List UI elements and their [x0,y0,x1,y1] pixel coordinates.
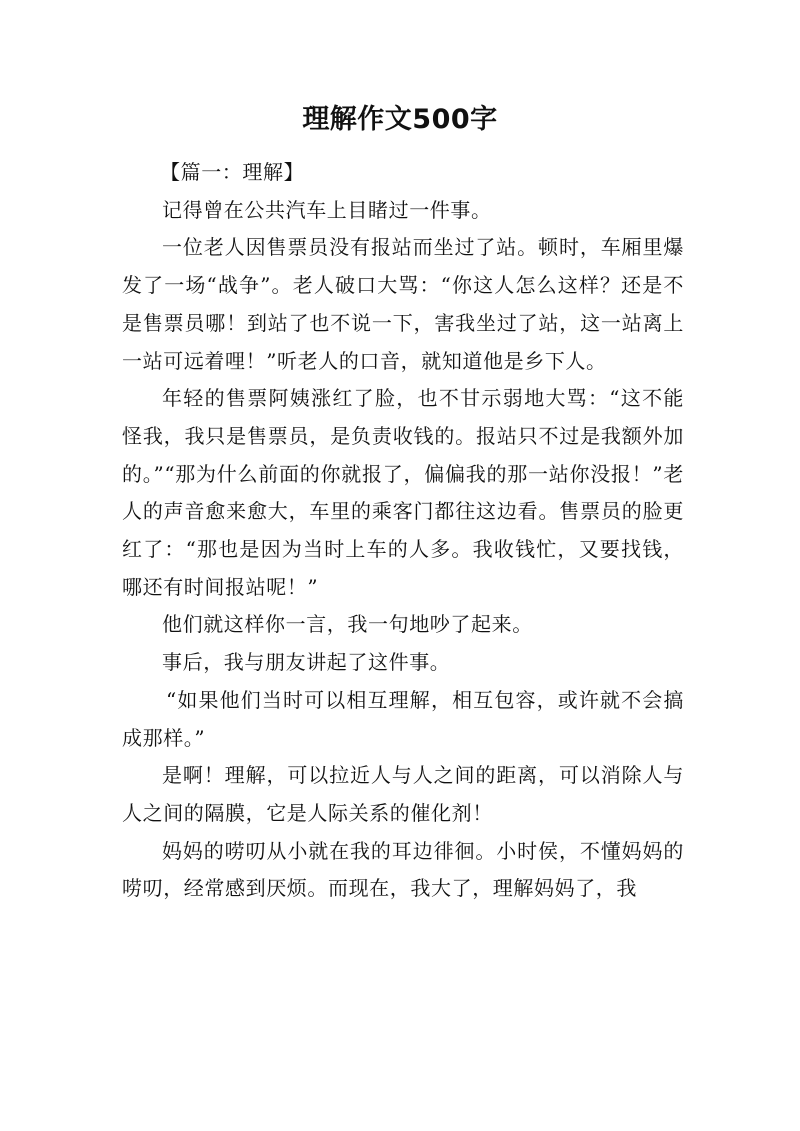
paragraph: 记得曾在公共汽车上目睹过一件事。 [162,197,492,222]
paragraph: 他们就这样你一言，我一句地吵了起来。 [162,612,533,637]
paragraph: 年轻的售票阿姨涨红了脸，也不甘示弱地大骂：“这不能怪我，我只是售票员，是负责收钱的。报站只不过是我额外加的。”“那为什么前面的你就报了，偏偏我的那一站你没报！”老人的声音愈来愈大，车里的乘客门都往这边看。售票员的脸更红了：“那也是因为当时上车的人多。我收钱忙，又要找钱，哪还有时间报站呢！” [122,386,684,599]
paragraph: 是啊！理解，可以拉近人与人之间的距离，可以消除人与人之间的隔膜，它是人际关系的催化剂！ [122,763,684,825]
section-heading: 【篇一：理解】 [160,160,305,184]
paragraph: 事后，我与朋友讲起了这件事。 [162,650,451,675]
document-body [122,154,684,908]
paragraph: 一位老人因售票员没有报站而坐过了站。顿时，车厢里爆发了一场“战争”。老人破口大骂：“你这人怎么这样？还是不是售票员哪！到站了也不说一下，害我坐过了站，这一站离上一站可远着哩！”听老人的口音，就知道他是乡下人。 [122,235,684,373]
paragraph: 妈妈的唠叨从小就在我的耳边徘徊。小时侯，不懂妈妈的唠叨，经常感到厌烦。而现在，我大了，理解妈妈了，我 [122,838,684,901]
document-title: 理解作文500字 [302,104,498,135]
paragraph: “如果他们当时可以相互理解，相互包容，或许就不会搞成那样。” [122,687,684,750]
